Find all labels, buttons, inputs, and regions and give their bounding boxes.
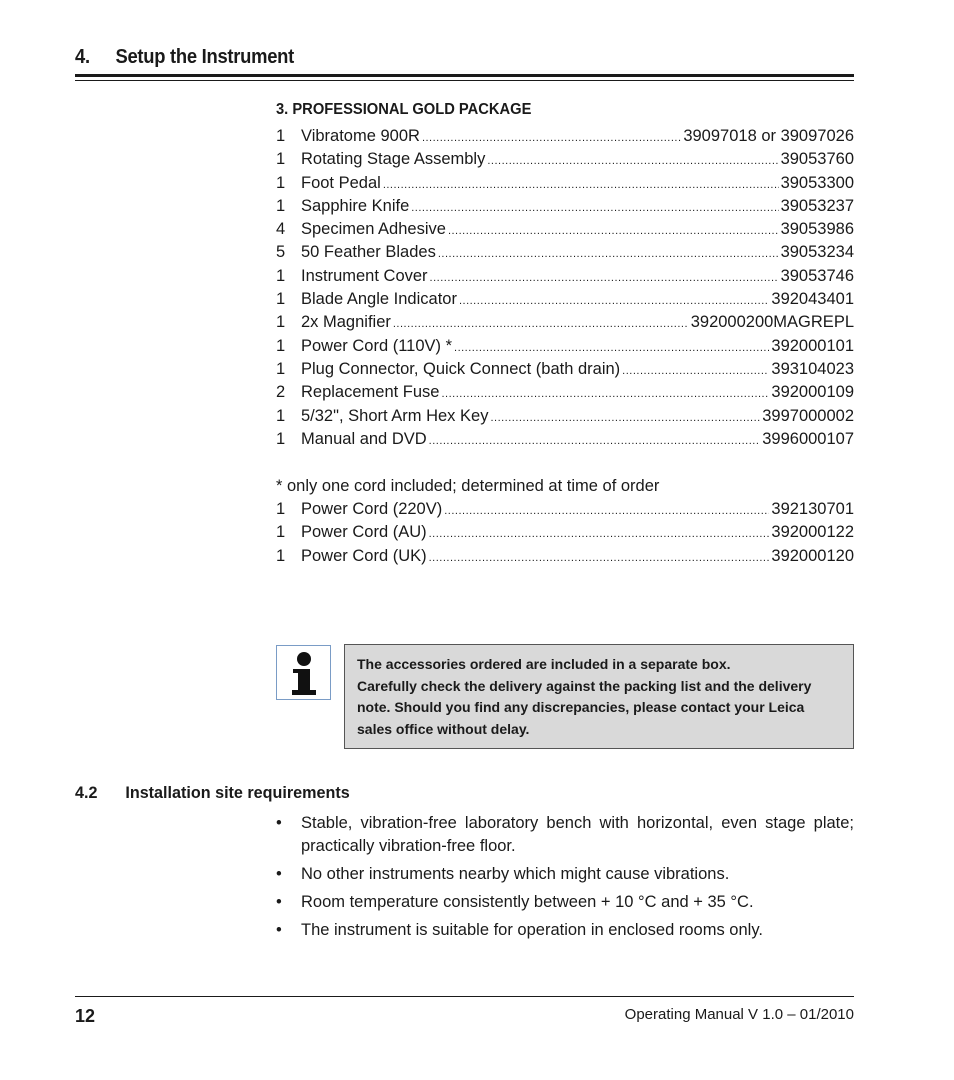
item-description: 50 Feather Blades [301,243,436,262]
item-order-number: 39053746 [780,266,854,285]
leader-dots [442,381,770,406]
leader-dots [429,521,770,546]
leader-dots [429,428,761,453]
leader-dots [411,195,778,220]
package-items [276,125,854,451]
item-order-number: 392043401 [771,290,854,309]
item-order-number: 392130701 [771,500,854,519]
bullet-symbol: • [276,893,282,911]
item-qty: 1 [276,150,286,169]
package-title: 3. PROFESSIONAL GOLD PACKAGE [276,101,532,118]
section-title-text: Setup the Instrument [115,46,294,68]
leader-dots [422,125,681,150]
item-order-number: 39097018 or 39097026 [683,127,854,145]
leader-dots [490,405,760,430]
cord-footnote: * only one cord included; determined at time of order [276,477,660,496]
item-order-number: 392000101 [771,336,854,355]
leader-dots [438,241,779,266]
item-description: Vibratome 900R [301,127,420,145]
item-qty: 1 [276,336,286,355]
notice-line-2: Carefully check the delivery against the packing list and the delivery note. Should you find any discrepancies, please contact your Leica sales office without delay. [357,677,812,737]
item-description: Instrument Cover [301,266,428,285]
bullet-symbol: • [276,921,282,939]
package-item-row [276,358,854,381]
requirement-item [276,891,854,914]
requirement-item [276,919,854,942]
package-item-row [276,521,854,544]
item-order-number: 392000200MAGREPL [690,313,854,332]
leader-dots [444,498,769,523]
package-item-row [276,405,854,428]
requirement-text: Room temperature consistently between + 10 °C and + 35 °C. [301,893,754,911]
package-item-row [276,241,854,264]
package-item-row [276,218,854,241]
item-qty: 1 [276,266,286,285]
item-description: Power Cord (110V) * [301,336,453,355]
package-item-row [276,428,854,451]
leader-dots [487,148,778,173]
package-item-row [276,195,854,218]
item-qty: 1 [276,406,286,425]
package-item-row [276,172,854,195]
item-description: Replacement Fuse [301,383,440,402]
section-header [75,46,854,69]
page-number: 12 [75,1006,96,1026]
package-item-row [276,545,854,568]
item-description: Power Cord (220V) [301,500,443,519]
item-qty: 1 [276,290,286,309]
leader-dots [393,311,689,336]
item-qty: 1 [276,359,286,378]
package-item-row [276,288,854,311]
footer-rule [75,996,854,997]
item-qty: 1 [276,546,286,565]
header-rule-thick [75,74,854,77]
leader-dots [622,358,769,383]
item-qty: 1 [276,500,286,519]
leader-dots [429,545,770,570]
item-order-number: 39053237 [780,196,854,215]
cord-items [276,498,854,568]
item-description: Foot Pedal [301,173,381,192]
package-item-row [276,125,854,148]
item-description: 5/32", Short Arm Hex Key [301,406,489,425]
item-qty: 4 [276,220,286,239]
package-item-row [276,381,854,404]
package-item-row [276,498,854,521]
package-list [276,99,854,568]
leader-dots [383,172,779,197]
header-rule-thin [75,80,854,81]
package-item-row [276,148,854,171]
item-description: Sapphire Knife [301,196,410,215]
requirements-list [276,812,854,947]
requirement-item [276,863,854,886]
notice-line-1: The accessories ordered are included in a separate box. [357,656,731,672]
item-qty: 1 [276,127,286,145]
item-qty: 1 [276,173,286,192]
item-order-number: 392000120 [771,546,854,565]
info-icon [276,645,331,700]
leader-dots [430,265,779,290]
leader-dots [459,288,769,313]
item-description: Power Cord (AU) [301,523,427,542]
bullet-symbol: • [276,865,282,883]
item-order-number: 3997000002 [762,406,854,425]
requirement-text: No other instruments nearby which might cause vibrations. [301,865,730,883]
item-qty: 1 [276,429,286,448]
leader-dots [448,218,779,243]
item-description: Blade Angle Indicator [301,290,457,309]
item-description: Power Cord (UK) [301,546,427,565]
package-item-row [276,335,854,358]
item-qty: 1 [276,313,286,332]
subsection-heading [75,783,350,803]
package-item-row [276,265,854,288]
requirement-text: The instrument is suitable for operation in enclosed rooms only. [301,921,763,939]
notice-box [344,644,854,749]
item-order-number: 392000109 [771,383,854,402]
item-qty: 1 [276,523,286,542]
subsection-title: Installation site requirements [125,783,350,802]
item-description: Rotating Stage Assembly [301,150,486,169]
leader-dots [454,335,769,360]
requirement-item [276,812,854,858]
section-number: 4. [75,46,90,68]
item-description: Specimen Adhesive [301,220,446,239]
item-order-number: 39053760 [780,150,854,169]
item-description: Manual and DVD [301,429,427,448]
package-item-row [276,311,854,334]
item-qty: 5 [276,243,286,262]
item-order-number: 392000122 [771,523,854,542]
item-order-number: 39053986 [780,220,854,239]
item-order-number: 39053300 [780,173,854,192]
bullet-symbol: • [276,814,282,832]
item-order-number: 3996000107 [762,429,854,448]
section-title [75,46,792,69]
item-order-number: 39053234 [780,243,854,262]
item-qty: 2 [276,383,286,402]
manual-version: Operating Manual V 1.0 – 01/2010 [624,1006,854,1023]
item-description: Plug Connector, Quick Connect (bath drain) [301,359,621,378]
item-order-number: 393104023 [771,359,854,378]
requirement-text: Stable, vibration-free laboratory bench with horizontal, even stage plate; practically vibration-free floor. [301,814,854,855]
item-description: 2x Magnifier [301,313,391,332]
item-qty: 1 [276,196,286,215]
subsection-number: 4.2 [75,783,98,802]
